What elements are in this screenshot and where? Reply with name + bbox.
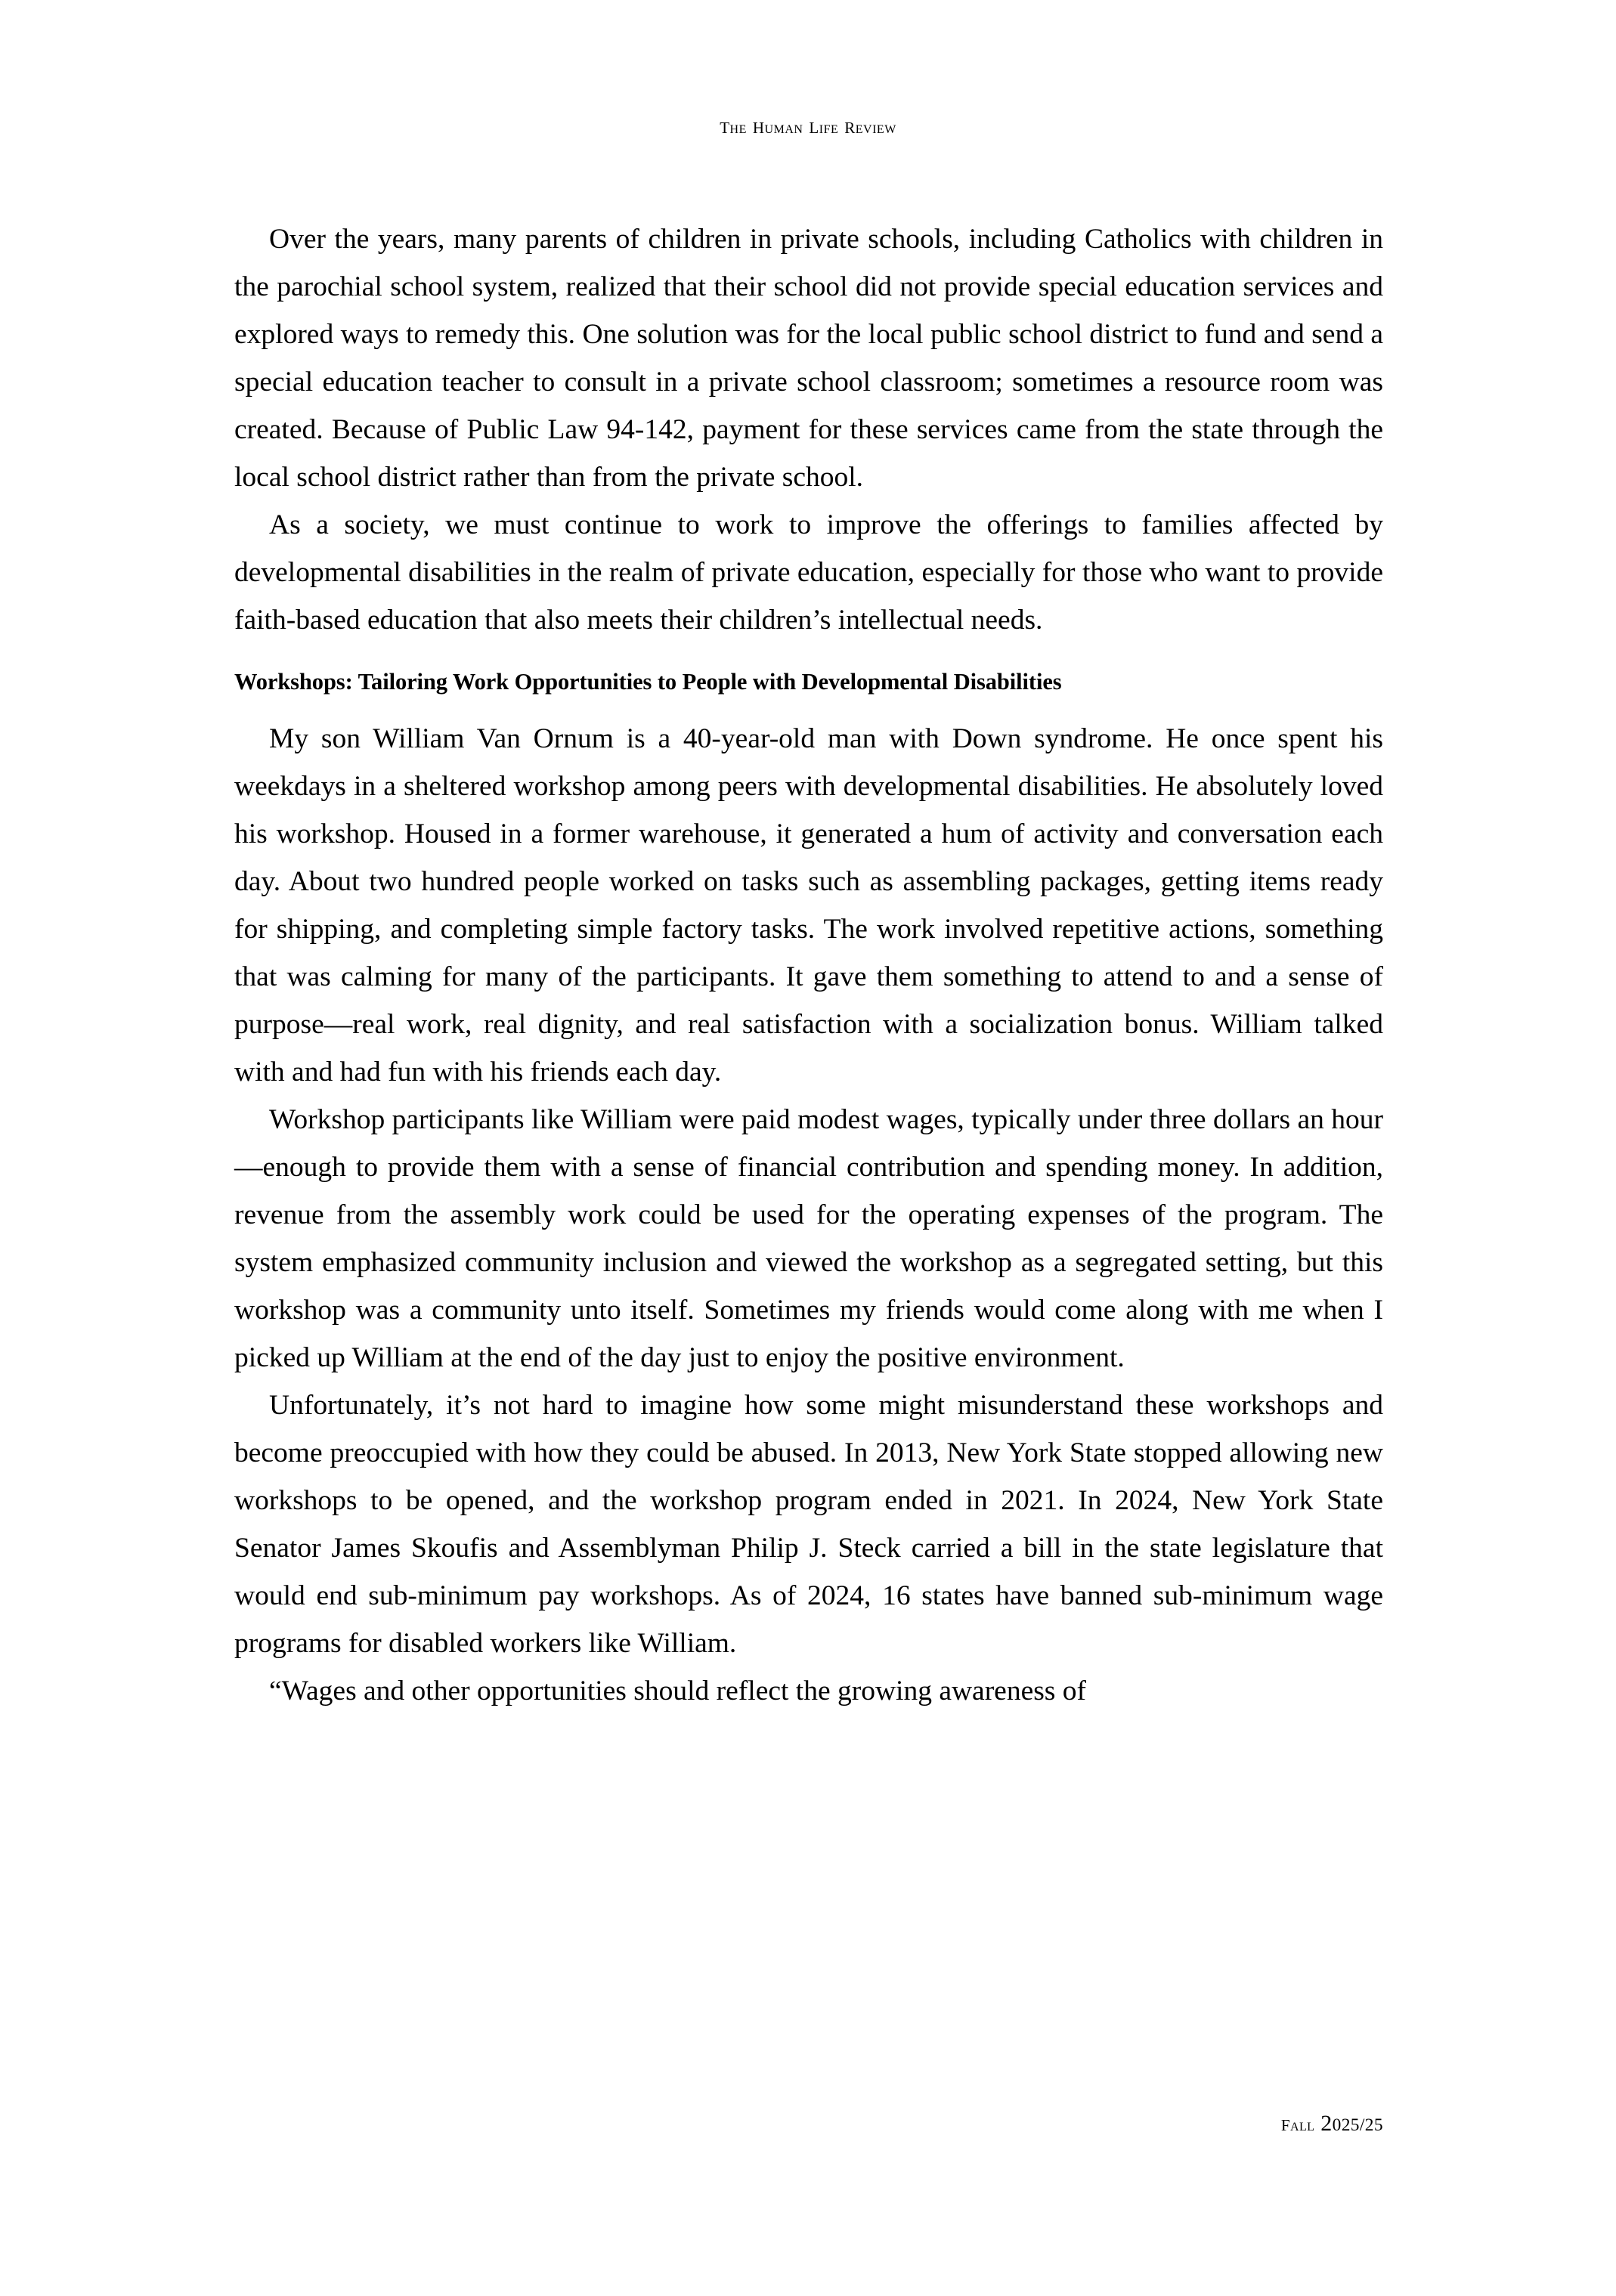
paragraph-unfortunately: Unfortunately, it’s not hard to imagine how some might misunderstand these workshops and become preoccupied with how they could be abused. In 2013, New York State stopped allowing new workshops to be opened, and the workshop program ended in 2021. In 2024, New York State Senator James Skoufis and Assemblyman Philip J. Steck carried a bill in the state legislature that would end sub-minimum pay workshops. As of 2024, 16 states have banned sub-minimum wage programs for disabled workers like William. [234, 1390, 1383, 1659]
paragraph-private-schools: Over the years, many parents of children in private schools, including Catholics with children in the parochial school system, realized that their school did not provide special education services and explored ways to remedy this. One solution was for the local public school district to fund and send a special education teacher to consult in a private school classroom; sometimes a resource room was created. Because of Public Law 94-142, payment for these services came from the state through the local school district rather than from the private school. [234, 224, 1383, 493]
running-head [0, 113, 1616, 139]
paragraph-modest-wages: Workshop participants like William were paid modest wages, typically under three dollars an hour—enough to provide them with a sense of financial contribution and spending money. In addition, revenue from the assembly work could be used for the operating expenses of the program. The system emphasized community inclusion and viewed the workshop as a segregated setting, but this workshop was a community unto itself. Sometimes my friends would come along with me when I picked up William at the end of the day just to enjoy the positive environment. [234, 1104, 1383, 1373]
page-body-column [234, 215, 1383, 1715]
paragraph-my-son-william: My son William Van Ornum is a 40-year-old man with Down syndrome. He once spent his weekdays in a sheltered workshop among peers with developmental disabilities. He absolutely loved his workshop. Housed in a former warehouse, it generated a hum of activity and conversation each day. About two hundred people worked on tasks such as assembling packages, getting items ready for shipping, and completing simple factory tasks. The work involved repetitive actions, something that was calming for many of the participants. It gave them something to attend to and a sense of purpose—real work, real dignity, and real satisfaction with a socialization bonus. William talked with and had fun with his friends each day. [234, 723, 1383, 1088]
page-folio [0, 2111, 1383, 2137]
paragraph-wages-quote: “Wages and other opportunities should reflect the growing awareness of [269, 1676, 1087, 1707]
paragraph-as-a-society: As a society, we must continue to work to improve the offerings to families affected by developmental disabilities in the realm of private education, especially for those who want to provide faith-based education that also meets their children’s intellectual needs. [234, 509, 1383, 636]
folio-text: fall 2025/25 [1280, 2111, 1383, 2136]
running-head-text: the human life review [720, 113, 896, 138]
section-heading-workshops: Workshops: Tailoring Work Opportunities to People with Developmental Disabilities [234, 669, 1062, 695]
